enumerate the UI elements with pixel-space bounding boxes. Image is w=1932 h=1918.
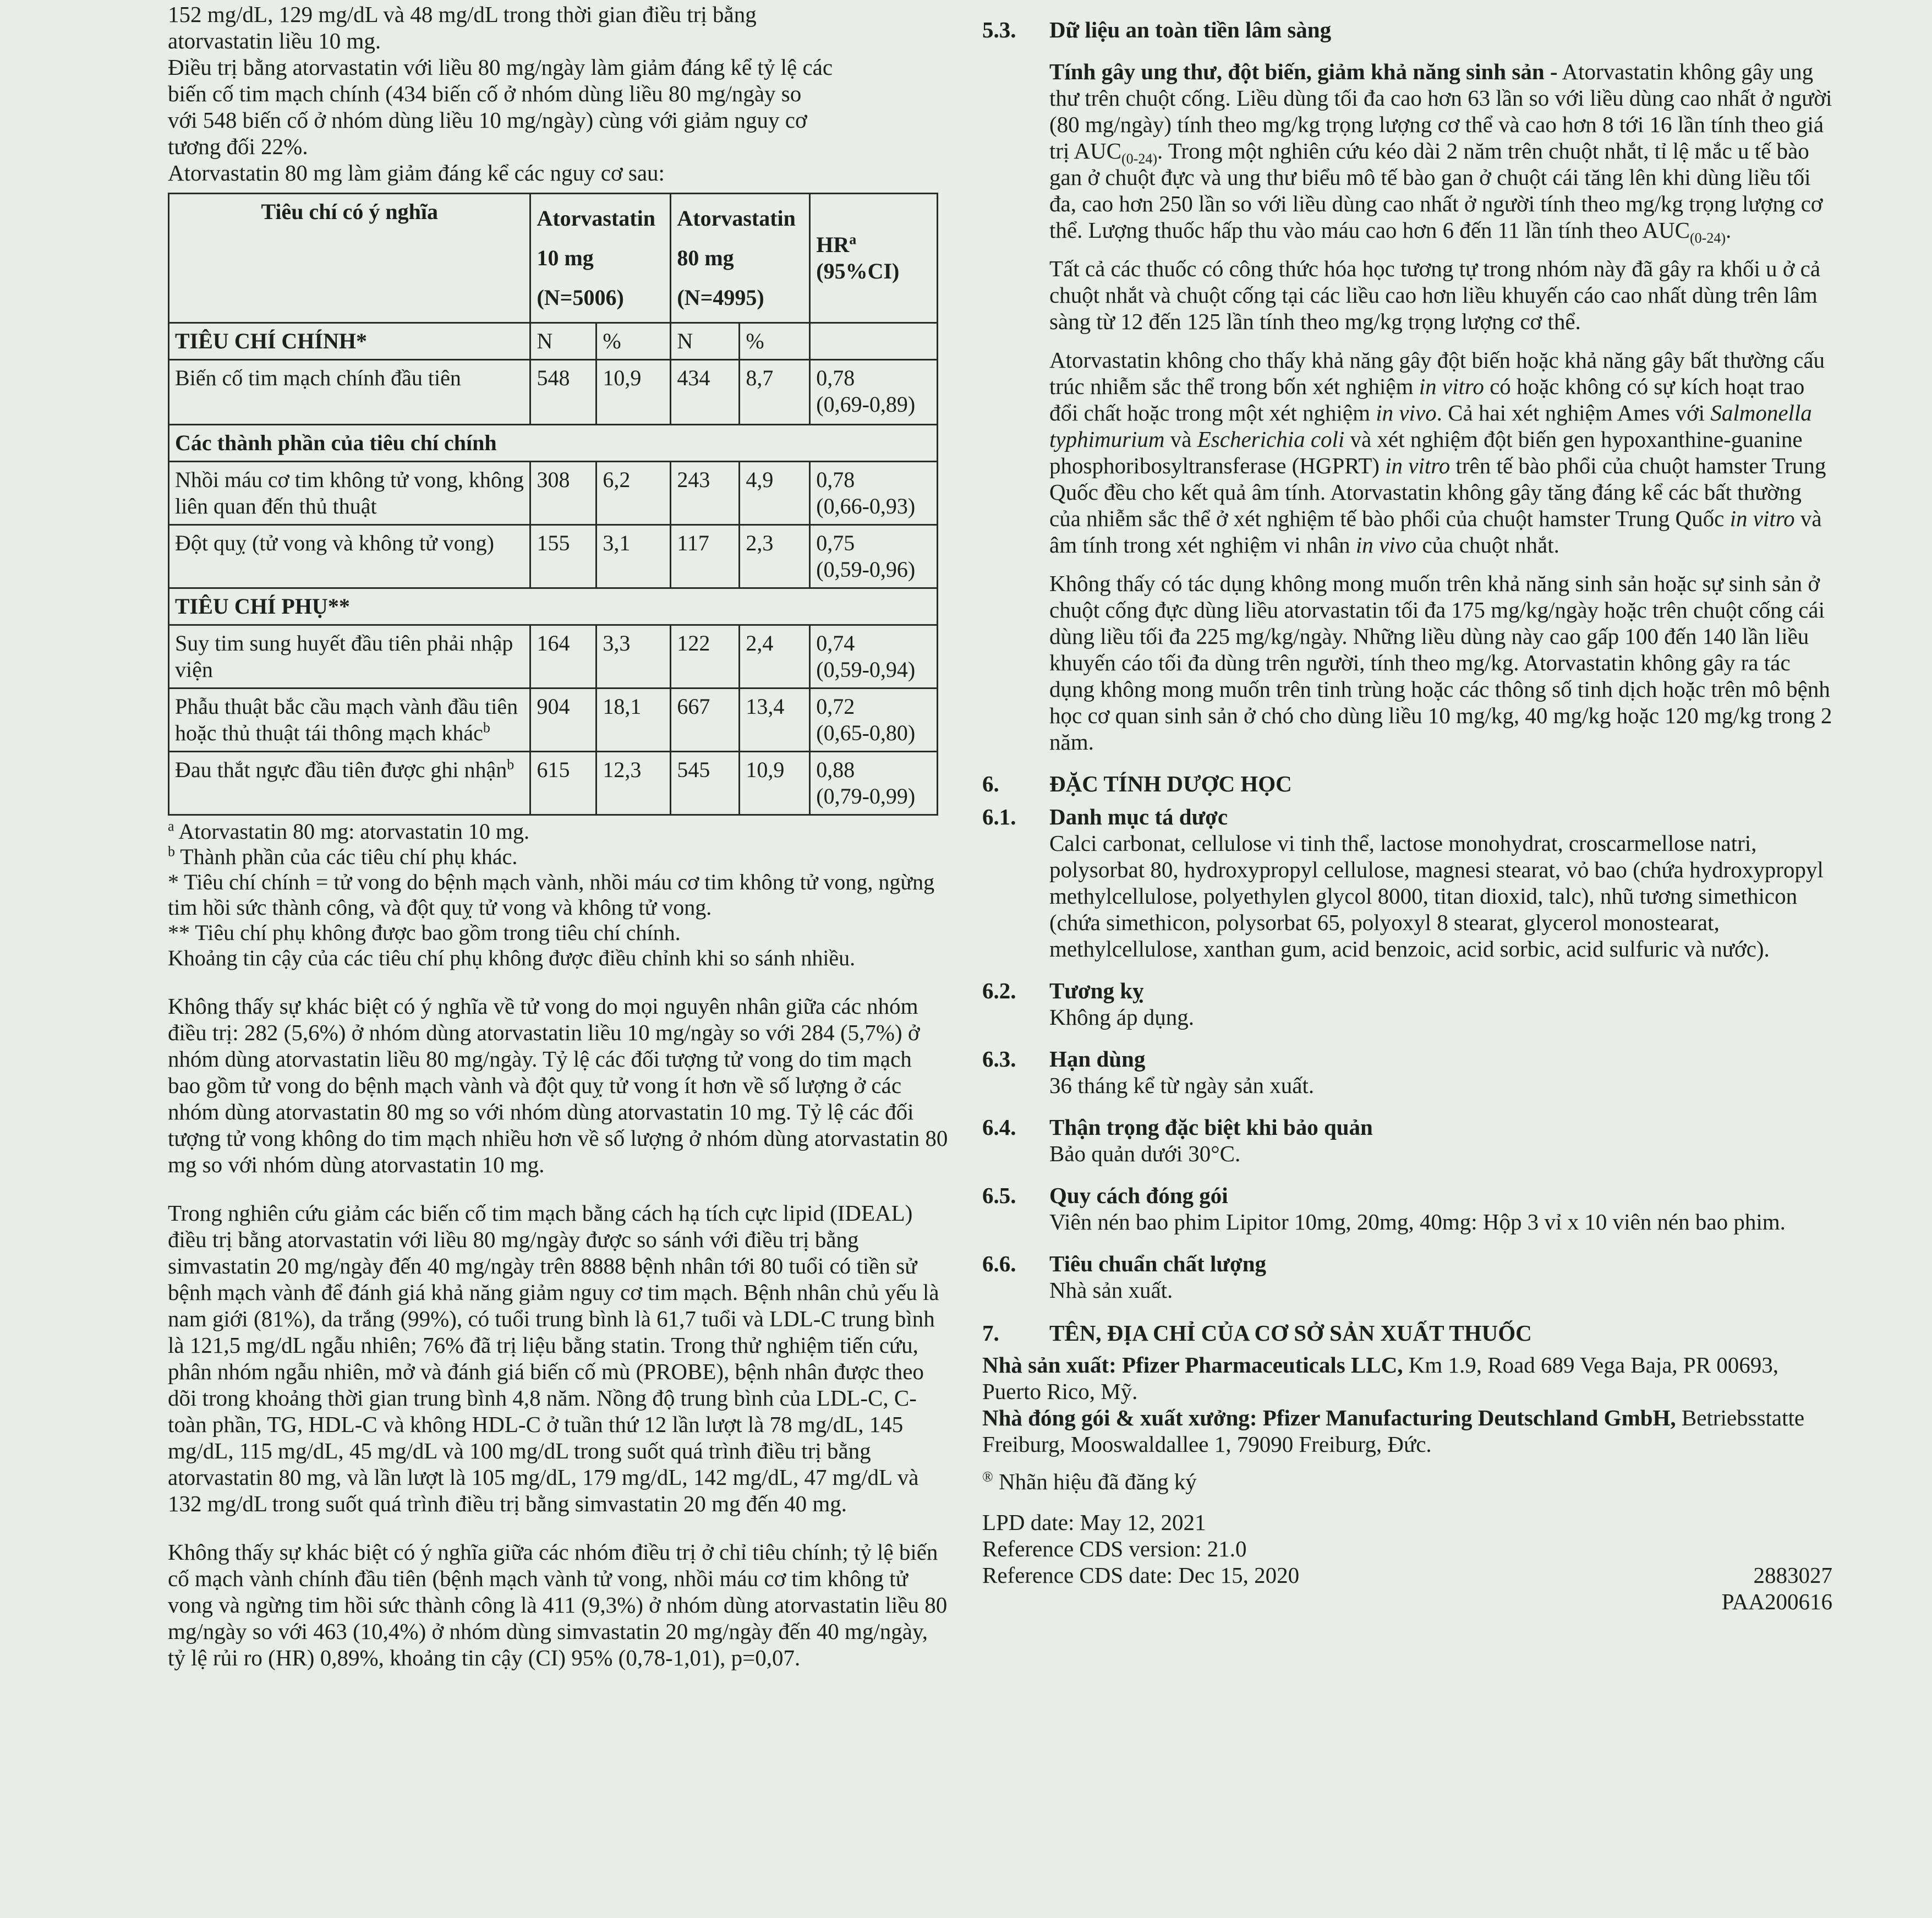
excipients-text: Calci carbonat, cellulose vi tinh thể, lactose monohydrat, croscarmellose natri, polysorbat 80, hydroxypropyl cellulose, magnesi stearat, vỏ bao (chứa hydroxypropyl methylcellulose, polyethylen glycol 8000, titan dioxid, talc), nhũ tương simethicon (chứa simethicon, polysorbat 65, polyoxyl 8 stearat, glycerol monostearat, methylcellulose, xanthan gum, acid benzoic, acid sorbic, acid sulfuric và nước). (1049, 830, 1824, 961)
shelf-life-text: 36 tháng kể từ ngày sản xuất. (1049, 1073, 1315, 1098)
header-criteria: Tiêu chí có ý nghĩa (169, 194, 530, 323)
intro-line: 152 mg/dL, 129 mg/dL và 48 mg/dL trong thời gian điều trị bằng (168, 2, 757, 27)
section-heading-6-2: 6.2. Tương kỵ (982, 978, 1144, 1003)
left-column (168, 0, 949, 1671)
table-section-row: TIÊU CHÍ CHÍNH* N % N % (169, 323, 938, 360)
header-atorva-80: Atorvastatin 80 mg (N=4995) (671, 194, 810, 323)
paragraph-ideal: Trong nghiên cứu giảm các biến cố tim mạch bằng cách hạ tích cực lipid (IDEAL) điều trị bằng atorvastatin với liều 80 mg/ngày được so sánh với điều trị bằng simvastatin 20 mg/ngày đến 40 mg/ngày trên 8888 bệnh nhân tới 80 tuổi có tiền sử bệnh mạch vành để đánh giá khả năng giảm nguy cơ tim mạch. Bệnh nhân chủ yếu là nam giới (81%), da trắng (99%), có tuổi trung bình là 61,7 tuổi và LDL-C trung bình là 121,5 mg/dL ngẫu nhiên; 76% đã trị liệu bằng statin. Trong thử nghiệm tiến cứu, phân nhóm ngẫu nhiên, mở và đánh giá biến cố mù (PROBE), bệnh nhân được theo dõi trong khoảng thời gian trung bình 4,8 năm. Nồng độ trung bình của LDL-C, C- toàn phần, TG, HDL-C và không HDL-C ở tuần thứ 12 lần lượt là 78 mg/dL, 145 mg/dL, 115 mg/dL, 45 mg/dL và 100 mg/dL trong suốt quá trình điều trị bằng atorvastatin 80 mg, và lần lượt là 105 mg/dL, 179 mg/dL, 142 mg/dL, 47 mg/dL và 132 mg/dL trong suốt quá trình điều trị bằng simvastatin 20 mg đến 40 mg. (168, 1200, 939, 1516)
paragraph-mutagenicity: Atorvastatin không cho thấy khả năng gây đột biến hoặc khả năng gây bất thường cấu trúc nhiễm sắc thể trong bốn xét nghiệm in vitro có hoặc không có sự kích hoạt trao đổi chất hoặc trong một xét nghiệm in vivo. Cả hai xét nghiệm Ames với Salmonella typhimurium và Escherichia coli và xét nghiệm đột biến gen hypoxanthine-guanine phosphoribosyltransferase (HGPRT) in vitro trên tế bào phổi của chuột hamster Trung Quốc đều cho kết quả âm tính. Atorvastatin không gây tăng đáng kể các bất thường của nhiễm sắc thể ở xét nghiệm tế bào phổi của chuột hamster Trung Quốc in vitro và âm tính trong xét nghiệm vi nhân in vivo của chuột nhắt. (1049, 347, 1826, 558)
table-section-row: Các thành phần của tiêu chí chính (169, 425, 938, 462)
cds-version: Reference CDS version: 21.0 (982, 1536, 1247, 1561)
paragraph-mortality: Không thấy sự khác biệt có ý nghĩa về tử vong do mọi nguyên nhân giữa các nhóm điều trị: 282 (5,6%) ở nhóm dùng atorvastatin liều 10 mg/ngày so với 284 (5,7%) ở nhóm dùng atorvastatin liều 80 mg/ngày. Tỷ lệ các đối tượng tử vong do tim mạch bao gồm tử vong do bệnh mạch vành và đột quỵ tử vong ít hơn về số lượng ở các nhóm dùng atorvastatin 80 mg so với nhóm dùng atorvastatin 10 mg. Tỷ lệ các đối tượng tử vong không do tim mạch nhiều hơn về số lượng ở nhóm dùng atorvastatin 80 mg so với nhóm dùng atorvastatin 10 mg. (168, 993, 948, 1177)
section-heading-6: 6. ĐẶC TÍNH DƯỢC HỌC (982, 771, 1292, 796)
footnote-ci: Khoảng tin cậy của các tiêu chí phụ không được điều chỉnh khi so sánh nhiều. (168, 946, 856, 970)
paragraph-carcinogenicity: Tính gây ung thư, đột biến, giảm khả năng sinh sản - Atorvastatin không gây ung thư trên chuột cống. Liều dùng tối đa cao hơn 63 lần so với liều dùng cao nhất ở người (80 mg/ngày) tính theo mg/kg trọng lượng cơ thể và cao hơn 8 tới 16 lần tính theo giá trị $AUC_{(0-24)}$. Trong một nghiên cứu kéo dài 2 năm trên chuột nhắt, tỉ lệ mắc u tế bào gan ở chuột đực và ung thư biểu mô tế bào gan ở chuột cái tăng lên khi dùng liều tối đa, cao hơn 250 lần so với liều dùng cao nhất ở người tính theo mg/kg trọng lượng cơ thể. Lượng thuốc hấp thu vào máu cao hơn 6 đến 11 lần tính theo $AUC_{(0-24)}$. (1049, 59, 1832, 247)
table-row: Đau thắt ngực đầu tiên được ghi nhận$^b$ 615 12,3 545 10,9 0,88 (0,79-0,99) (169, 752, 938, 815)
intro-line: biến cố tim mạch chính (434 biến cố ở nhóm dùng liều 80 mg/ngày so (168, 81, 802, 106)
right-column (982, 0, 1832, 1615)
table-row: Đột quỵ (tử vong và không tử vong) 155 3,1 117 2,3 0,75 (0,59-0,96) (169, 525, 938, 588)
intro-line: với 548 biến cố ở nhóm dùng liều 10 mg/ngày) cùng với giảm nguy cơ (168, 107, 807, 133)
paragraph-primary-endpoint: Không thấy sự khác biệt có ý nghĩa giữa các nhóm điều trị ở chỉ tiêu chính; tỷ lệ biến cố mạch vành chính đầu tiên (bệnh mạch vành tử vong, nhồi máu cơ tim không tử vong và ngừng tim hồi sức thành công là 411 (9,3%) ở nhóm dùng atorvastatin liều 80 mg/ngày so với 463 (10,4%) ở nhóm dùng simvastatin 20 mg/ngày đến 40 mg/ngày, tỷ lệ rủi ro (HR) 0,89%, khoảng tin cậy (CI) 95% (0,78-1,01), p=0,07. (168, 1539, 948, 1670)
doc-code-2: PAA200616 (1721, 1589, 1832, 1614)
doc-code: 2883027 (1753, 1562, 1832, 1588)
table-row: Phẫu thuật bắc cầu mạch vành đầu tiên hoặc thủ thuật tái thông mạch khác$^b$ 904 18,1 667 13,4 0,72 (0,65-0,80) (169, 688, 938, 752)
section-heading-5-3: 5.3. Dữ liệu an toàn tiền lâm sàng (982, 17, 1332, 42)
footnote-star2: ** Tiêu chí phụ không được bao gồm trong tiêu chí chính. (168, 920, 681, 945)
quality-standard-text: Nhà sản xuất. (1049, 1277, 1173, 1303)
table-row: Biến cố tim mạch chính đầu tiên 548 10,9 434 8,7 0,78 (0,69-0,89) (169, 360, 938, 425)
cds-date-row (982, 1562, 1832, 1588)
section-heading-7: 7. TÊN, ĐỊA CHỈ CỦA CƠ SỞ SẢN XUẤT THUỐC (982, 1320, 1532, 1346)
header-hr: $HR^a$ (95%CI) (810, 194, 938, 323)
intro-line: atorvastatin liều 10 mg. (168, 28, 381, 53)
table-row: Nhồi máu cơ tim không tử vong, không liên quan đến thủ thuật 308 6,2 243 4,9 0,78 (0,66-0,93) (169, 462, 938, 525)
paragraph-fertility: Không thấy có tác dụng không mong muốn trên khả năng sinh sản hoặc sự sinh sản ở chuột cống đực dùng liều atorvastatin tối đa 175 mg/kg/ngày hoặc trên chuột cống cái dùng liều tối đa 225 mg/kg/ngày. Những liều dùng này cao gấp 100 đến 140 lần liều khuyến cáo tối đa dùng trên người, tính theo mg/kg. Atorvastatin không gây ra tác dụng không mong muốn trên tinh trùng hoặc các thông số tinh dịch hoặc trên mô bệnh học cơ quan sinh sản ở chó cho dùng liều 10 mg/kg, 40 mg/kg hoặc 120 mg/kg trong 2 năm. (1049, 571, 1832, 755)
paragraph-tumors: Tất cả các thuốc có công thức hóa học tương tự trong nhóm này đã gây ra khối u ở cả chuột nhắt và chuột cống tại các liều cao hơn liều khuyến cáo cao nhất dùng trên lâm sàng từ 12 đến 125 lần tính theo mg/kg trọng lượng cơ thể. (1049, 256, 1821, 334)
header-atorva-10: Atorvastatin 10 mg (N=5006) (530, 194, 671, 323)
footnote-star: * Tiêu chí chính = tử vong do bệnh mạch vành, nhồi máu cơ tim không tử vong, ngừng tim hồi sức thành công, và đột quỵ tử vong và không tử vong. (168, 870, 935, 920)
table-row: Suy tim sung huyết đầu tiên phải nhập viện 164 3,3 122 2,4 0,74 (0,59-0,94) (169, 625, 938, 688)
footnote-b: $^b$ Thành phần của các tiêu chí phụ khác. (168, 843, 518, 869)
trademark-note: ® Nhãn hiệu đã đăng ký (982, 1468, 1197, 1494)
intro-line: Atorvastatin 80 mg làm giảm đáng kể các nguy cơ sau: (168, 160, 665, 185)
incompatibilities-text: Không áp dụng. (1049, 1004, 1195, 1030)
section-heading-6-5: 6.5. Quy cách đóng gói (982, 1183, 1228, 1208)
section-heading-6-4: 6.4. Thận trọng đặc biệt khi bảo quản (982, 1114, 1373, 1140)
manufacturer-text: Nhà sản xuất: Pfizer Pharmaceuticals LLC, Km 1.9, Road 689 Vega Baja, PR 00693, Puerto Rico, Mỹ. (982, 1352, 1779, 1404)
section-heading-6-3: 6.3. Hạn dùng (982, 1046, 1146, 1072)
footnote-a: $^a$ Atorvastatin 80 mg: atorvastatin 10 mg. (168, 818, 530, 844)
packaging-text: Viên nén bao phim Lipitor 10mg, 20mg, 40mg: Hộp 3 vỉ x 10 viên nén bao phim. (1049, 1209, 1786, 1234)
cds-date: Reference CDS date: Dec 15, 2020 (982, 1562, 1300, 1588)
table-header-row (169, 194, 938, 323)
intro-line: tương đối 22%. (168, 134, 308, 159)
storage-text: Bảo quản dưới 30°C. (1049, 1141, 1241, 1166)
table-section-row: TIÊU CHÍ PHỤ** (169, 588, 938, 625)
lpd-date: LPD date: May 12, 2021 (982, 1510, 1206, 1535)
packager-text: Nhà đóng gói & xuất xưởng: Pfizer Manufacturing Deutschland GmbH, Betriebsstatte Freiburg, Mooswaldallee 1, 79090 Freiburg, Đức. (982, 1405, 1805, 1457)
results-table (168, 193, 938, 816)
table-footnotes (168, 819, 949, 971)
section-heading-6-1: 6.1. Danh mục tá dược (982, 804, 1228, 829)
intro-line: Điều trị bằng atorvastatin với liều 80 mg/ngày làm giảm đáng kể tỷ lệ các (168, 54, 833, 80)
intro-block (168, 1, 949, 186)
section-5-3-body (1049, 58, 1832, 755)
section-heading-6-6: 6.6. Tiêu chuẩn chất lượng (982, 1251, 1267, 1276)
